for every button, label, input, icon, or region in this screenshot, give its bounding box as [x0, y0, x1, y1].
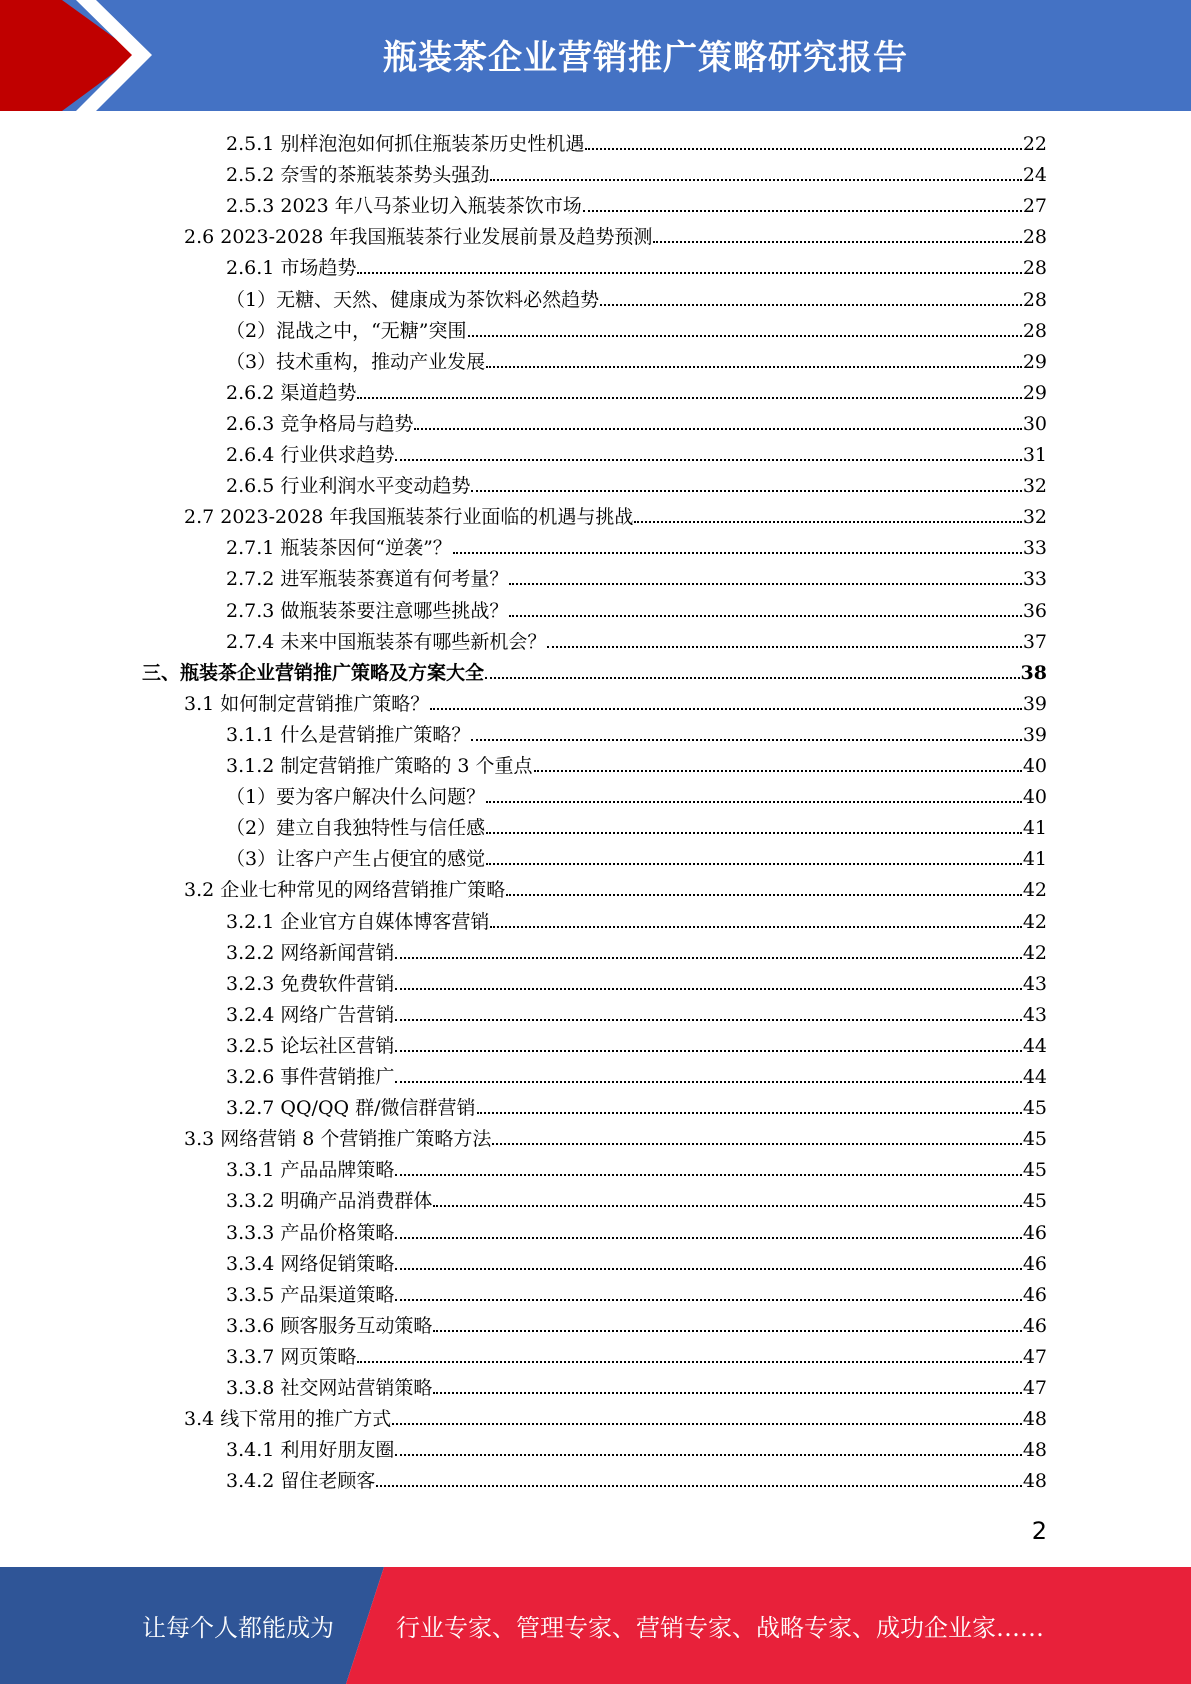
- toc-entry[interactable]: [226, 1278, 1047, 1309]
- toc-dot-leader: [357, 376, 1021, 399]
- toc-entry-title: 2.7 2023-2028 年我国瓶装茶行业面临的机遇与挑战: [184, 506, 634, 529]
- toc-entry[interactable]: [226, 314, 1047, 345]
- toc-entry-title: 2.6.4 行业供求趋势: [226, 444, 395, 466]
- toc-entry-page: 48: [1022, 1439, 1047, 1462]
- toc-dot-leader: [395, 1433, 1021, 1456]
- toc-entry-title: 2.6.2 渠道趋势: [226, 381, 357, 404]
- toc-entry-title: 2.7.4 未来中国瓶装茶有哪些新机会？: [226, 630, 547, 653]
- toc-entry[interactable]: [226, 158, 1047, 189]
- toc-entry[interactable]: [226, 1340, 1047, 1371]
- toc-entry-page: 42: [1022, 941, 1047, 964]
- toc-entry[interactable]: [226, 1433, 1047, 1464]
- toc-entry-title: （3）技术重构，推动产业发展: [226, 350, 486, 373]
- toc-entry[interactable]: [226, 127, 1047, 158]
- toc-entry-page: 47: [1022, 1377, 1047, 1399]
- footer-slogan-left: 让每个人都能成为: [142, 1614, 334, 1642]
- toc-entry-page: 44: [1022, 1034, 1047, 1057]
- toc-entry-title: 3.3.4 网络促销策略: [226, 1252, 395, 1275]
- toc-entry-page: 30: [1022, 412, 1047, 435]
- toc-dot-leader: [395, 967, 1021, 990]
- toc-dot-leader: [392, 1402, 1022, 1425]
- toc-entry-title: 3.4.1 利用好朋友圈: [226, 1439, 395, 1462]
- toc-dot-leader: [547, 625, 1021, 648]
- toc-entry[interactable]: [226, 407, 1047, 438]
- toc-entry-page: 39: [1022, 723, 1047, 746]
- toc-entry-page: 24: [1022, 164, 1047, 187]
- toc-entry-page: 32: [1022, 506, 1047, 529]
- toc-dot-leader: [395, 1216, 1021, 1239]
- toc-entry[interactable]: [226, 780, 1047, 811]
- toc-entry-title: 3.3.2 明确产品消费群体: [226, 1190, 433, 1213]
- page-header: [0, 0, 1191, 111]
- toc-entry-page: 38: [1020, 661, 1047, 684]
- toc-entry[interactable]: [226, 1309, 1047, 1340]
- toc-entry[interactable]: [226, 1091, 1047, 1122]
- toc-entry-page: 48: [1022, 1408, 1047, 1431]
- toc-entry[interactable]: [142, 656, 1047, 687]
- toc-entry-title: 3.2.4 网络广告营销: [226, 1003, 395, 1026]
- toc-entry-page: 43: [1022, 1003, 1047, 1026]
- toc-dot-leader: [486, 780, 1022, 803]
- toc-entry-title: 2.6.1 市场趋势: [226, 257, 357, 280]
- toc-entry[interactable]: [226, 811, 1047, 842]
- toc-dot-leader: [395, 1153, 1021, 1176]
- toc-dot-leader: [471, 718, 1021, 741]
- toc-dot-leader: [477, 1091, 1022, 1114]
- toc-entry[interactable]: [226, 1247, 1047, 1278]
- toc-entry[interactable]: [184, 1122, 1047, 1153]
- toc-entry[interactable]: [226, 625, 1047, 656]
- toc-entry-page: 33: [1022, 568, 1047, 591]
- toc-entry-title: 3.3.3 产品价格策略: [226, 1221, 395, 1244]
- toc-entry[interactable]: [226, 842, 1047, 873]
- toc-entry-page: 41: [1022, 817, 1047, 840]
- toc-entry-title: （2）建立自我独特性与信任感: [226, 817, 486, 840]
- toc-entry-page: 28: [1022, 226, 1047, 249]
- toc-entry-page: 47: [1022, 1345, 1047, 1368]
- toc-dot-leader: [486, 811, 1022, 834]
- toc-entry-page: 41: [1022, 848, 1047, 871]
- toc-entry-page: 37: [1022, 630, 1047, 653]
- toc-entry[interactable]: [184, 873, 1047, 904]
- toc-entry[interactable]: [226, 1216, 1047, 1247]
- toc-entry[interactable]: [184, 687, 1047, 718]
- toc-entry[interactable]: [226, 283, 1047, 314]
- toc-dot-leader: [395, 1060, 1021, 1083]
- toc-entry-title: 2.7.2 进军瓶装茶赛道有何考量？: [226, 568, 509, 591]
- toc-dot-leader: [534, 749, 1022, 772]
- toc-dot-leader: [395, 936, 1021, 959]
- toc-entry-page: 43: [1022, 972, 1047, 995]
- toc-entry[interactable]: [226, 345, 1047, 376]
- toc-entry-page: 39: [1022, 692, 1047, 715]
- toc-entry-page: 29: [1022, 381, 1047, 404]
- toc-entry-title: 3.3.5 产品渠道策略: [226, 1283, 395, 1306]
- toc-dot-leader: [395, 1029, 1021, 1052]
- toc-entry-title: 2.6 2023-2028 年我国瓶装茶行业发展前景及趋势预测: [184, 226, 653, 249]
- toc-entry[interactable]: [226, 189, 1047, 220]
- toc-entry-page: 48: [1022, 1470, 1047, 1493]
- toc-entry[interactable]: [226, 376, 1047, 407]
- toc-entry[interactable]: [226, 718, 1047, 749]
- toc-entry[interactable]: [226, 469, 1047, 500]
- toc-dot-leader: [490, 158, 1021, 181]
- toc-entry-page: 28: [1022, 257, 1047, 280]
- toc-entry[interactable]: [226, 905, 1047, 936]
- toc-entry-title: 2.5.3 2023 年八马茶业切入瓶装茶饮市场: [226, 195, 582, 218]
- toc-entry-title: 2.6.3 竞争格局与趋势: [226, 412, 414, 435]
- header-title: 瓶装茶企业营销推广策略研究报告: [383, 38, 908, 78]
- toc-dot-leader: [433, 1309, 1021, 1332]
- toc-entry-title: 3.3 网络营销 8 个营销推广策略方法: [184, 1128, 492, 1151]
- toc-dot-leader: [492, 1122, 1021, 1145]
- toc-entry-title: 3.2.7 QQ/QQ 群/微信群营销: [226, 1097, 476, 1120]
- toc-entry-page: 33: [1022, 537, 1047, 560]
- toc-entry-title: 3.2.2 网络新闻营销: [226, 941, 395, 964]
- toc-entry-title: 3.1.1 什么是营销推广策略？: [226, 723, 471, 746]
- toc-dot-leader: [486, 842, 1022, 865]
- toc-dot-leader: [653, 220, 1021, 243]
- toc-dot-leader: [395, 438, 1021, 461]
- toc-entry[interactable]: [226, 967, 1047, 998]
- toc-entry-title: 3.3.7 网页策略: [226, 1345, 357, 1368]
- toc-dot-leader: [509, 594, 1021, 617]
- toc-entry[interactable]: [184, 500, 1047, 531]
- toc-entry-page: 31: [1022, 444, 1047, 466]
- toc-entry-title: （1）要为客户解决什么问题？: [226, 786, 486, 809]
- toc-entry-title: （1）无糖、天然、健康成为茶饮料必然趋势: [226, 288, 600, 311]
- footer-slogan-right: 行业专家、管理专家、营销专家、战略专家、成功企业家……: [396, 1614, 1044, 1642]
- toc-entry[interactable]: [226, 438, 1047, 469]
- toc-entry[interactable]: [226, 1371, 1047, 1402]
- toc-dot-leader: [509, 562, 1021, 585]
- toc-dot-leader: [585, 127, 1021, 150]
- toc-entry-title: 2.6.5 行业利润水平变动趋势: [226, 475, 471, 498]
- toc-dot-leader: [376, 1464, 1021, 1487]
- toc-entry-page: 42: [1022, 910, 1047, 933]
- toc-entry[interactable]: [226, 1184, 1047, 1215]
- toc-entry-page: 46: [1022, 1252, 1047, 1275]
- toc-entry[interactable]: [226, 936, 1047, 967]
- toc-entry-page: 40: [1022, 786, 1047, 809]
- page-footer: [0, 1567, 1191, 1684]
- toc-entry-title: （2）混战之中，“无糖”突围: [226, 319, 467, 342]
- toc-entry[interactable]: [226, 749, 1047, 780]
- toc-dot-leader: [433, 1371, 1021, 1394]
- toc-entry-page: 22: [1022, 133, 1047, 155]
- toc-entry[interactable]: [184, 220, 1047, 251]
- toc-entry-page: 32: [1022, 475, 1047, 498]
- toc-entry-title: 3.4.2 留住老顾客: [226, 1470, 376, 1493]
- toc-dot-leader: [506, 873, 1022, 896]
- toc-entry-title: 3.3.6 顾客服务互动策略: [226, 1314, 433, 1337]
- toc-dot-leader: [468, 314, 1022, 337]
- toc-entry-page: 46: [1022, 1314, 1047, 1337]
- toc-dot-leader: [395, 1278, 1021, 1301]
- toc-entry-page: 27: [1022, 195, 1047, 218]
- toc-dot-leader: [471, 469, 1021, 492]
- toc-entry-title: 3.3.8 社交网站营销策略: [226, 1377, 433, 1399]
- toc-dot-leader: [430, 687, 1022, 710]
- toc-entry-title: 3.1.2 制定营销推广策略的 3 个重点: [226, 755, 533, 777]
- toc-dot-leader: [600, 283, 1022, 306]
- toc-dot-leader: [357, 251, 1021, 274]
- toc-entry[interactable]: [226, 531, 1047, 562]
- toc-entry[interactable]: [226, 998, 1047, 1029]
- toc-entry-page: 28: [1022, 319, 1047, 342]
- toc-dot-leader: [486, 345, 1022, 368]
- toc-entry-title: 3.4 线下常用的推广方式: [184, 1408, 392, 1431]
- toc-entry-page: 45: [1022, 1159, 1047, 1182]
- toc-dot-leader: [357, 1340, 1021, 1363]
- toc-entry[interactable]: [226, 1060, 1047, 1091]
- toc-entry[interactable]: [184, 1402, 1047, 1433]
- toc-entry-page: 29: [1022, 350, 1047, 373]
- toc-entry-title: 3.3.1 产品品牌策略: [226, 1159, 395, 1182]
- toc-entry-title: 2.5.1 别样泡泡如何抓住瓶装茶历史性机遇: [226, 133, 585, 155]
- toc-entry-title: 3.1 如何制定营销推广策略？: [184, 692, 430, 715]
- toc-entry-title: 3.2.3 免费软件营销: [226, 972, 395, 995]
- toc-entry[interactable]: [226, 1153, 1047, 1184]
- toc-dot-leader: [490, 905, 1021, 928]
- toc-dot-leader: [485, 656, 1020, 679]
- toc-entry-title: 3.2.1 企业官方自媒体博客营销: [226, 910, 490, 933]
- toc-dot-leader: [414, 407, 1021, 430]
- toc-entry[interactable]: [226, 1029, 1047, 1060]
- toc-dot-leader: [395, 1247, 1021, 1270]
- toc-entry-page: 42: [1022, 879, 1047, 902]
- toc-entry-page: 40: [1022, 755, 1047, 777]
- toc-entry-title: 三、瓶装茶企业营销推广策略及方案大全: [142, 661, 485, 684]
- toc-entry-page: 45: [1022, 1097, 1047, 1120]
- toc-entry-title: （3）让客户产生占便宜的感觉: [226, 848, 486, 871]
- toc-entry-page: 46: [1022, 1221, 1047, 1244]
- toc-entry-page: 46: [1022, 1283, 1047, 1306]
- page-number: 2: [1031, 1517, 1047, 1545]
- toc-dot-leader: [634, 500, 1021, 523]
- toc-entry-title: 2.7.1 瓶装茶因何“逆袭”？: [226, 537, 452, 560]
- toc-entry-page: 28: [1022, 288, 1047, 311]
- toc-entry[interactable]: [226, 594, 1047, 625]
- toc-entry-page: 44: [1022, 1066, 1047, 1088]
- toc-dot-leader: [453, 531, 1022, 554]
- toc-entry[interactable]: [226, 251, 1047, 282]
- toc-entry-title: 2.5.2 奈雪的茶瓶装茶势头强劲: [226, 164, 490, 187]
- toc-dot-leader: [433, 1184, 1021, 1207]
- toc-entry-title: 3.2.5 论坛社区营销: [226, 1034, 395, 1057]
- toc-entry-page: 45: [1022, 1190, 1047, 1213]
- toc-entry[interactable]: [226, 1464, 1047, 1495]
- toc-entry-title: 3.2 企业七种常见的网络营销推广策略: [184, 879, 506, 902]
- toc-entry-page: 36: [1022, 599, 1047, 622]
- toc-dot-leader: [395, 998, 1021, 1021]
- toc-entry-page: 45: [1022, 1128, 1047, 1151]
- toc-dot-leader: [583, 189, 1022, 212]
- toc-entry-title: 2.7.3 做瓶装茶要注意哪些挑战？: [226, 599, 509, 622]
- toc-entry-title: 3.2.6 事件营销推广: [226, 1066, 395, 1088]
- toc-entry[interactable]: [226, 562, 1047, 593]
